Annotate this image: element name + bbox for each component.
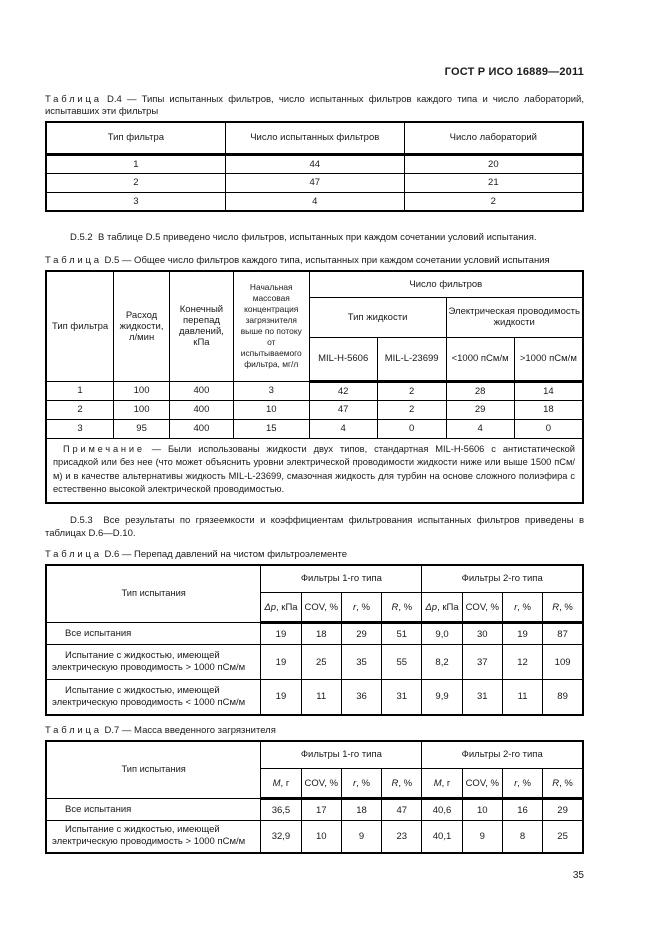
cell: 31: [382, 680, 422, 715]
cell: 18: [301, 623, 341, 645]
cell: 4: [309, 419, 377, 438]
note-label: Примечание: [63, 443, 145, 454]
col-header-mil-h-5606: MIL-H-5606: [309, 337, 377, 381]
note-text: — Были использованы жидкости двух типов, стандартная MIL-H-5606 с антистатической присадкой или без нее (что может объяснить уровни электрической проводимости жидкости ниже или выше 1500 пСм/м) и в качестве альтернативы жидкость MIL-L-23699, смазочная жидкость для турбин на основе сложного полиэфира с естественно высокой электрической проводимостью.: [53, 443, 575, 494]
cell: 100: [114, 400, 170, 419]
cell: 32,9: [261, 821, 301, 853]
cell: 47: [225, 173, 404, 192]
cell: 87: [543, 623, 583, 645]
cell: 400: [170, 400, 234, 419]
col-header-initial-concentration: Начальная массовая концентрация загрязнителя выше по потоку от испытываемого фильтра, мг/л: [233, 271, 309, 381]
cell: 40,6: [422, 799, 462, 821]
row-label: Испытание с жидкостью, имеющей электрическую проводимость < 1000 пСм/м: [46, 680, 261, 715]
cell: 47: [309, 400, 377, 419]
table-row: [46, 645, 583, 680]
cell: 8,2: [422, 645, 462, 680]
cell: 2: [404, 192, 583, 211]
table-row: [46, 400, 583, 419]
col-header-test-type: Тип испытания: [46, 565, 261, 623]
cell: 2: [377, 381, 446, 400]
cell: 19: [502, 623, 542, 645]
row-label: Испытание с жидкостью, имеющей электрическую проводимость > 1000 пСм/м: [46, 645, 261, 680]
cell: 23: [382, 821, 422, 853]
cell: 1: [46, 381, 114, 400]
col-header-r-1: r, %: [341, 769, 381, 799]
table-row: [46, 623, 583, 645]
cell: 18: [514, 400, 583, 419]
cell: 2: [46, 400, 114, 419]
caption-text: D.4 — Типы испытанных фильтров, число испытанных фильтров каждого типа и число лабораторий, испытавших эти фильтры: [45, 94, 584, 117]
col-header-final-pressure: Конечный перепад давлений, кПа: [170, 271, 234, 381]
group-header-filters-type2: Фильтры 2-го типа: [422, 741, 583, 769]
caption-text: D.7 — Масса введенного загрязнителя: [101, 724, 276, 736]
caption-word: Таблица: [45, 94, 102, 105]
cell: 17: [301, 799, 341, 821]
col-header-flow-rate: Расход жидкости, л/мин: [114, 271, 170, 381]
doc-reference: ГОСТ Р ИСО 16889—2011: [444, 66, 584, 78]
col-header-cov-2: COV, %: [462, 593, 502, 623]
cell: 19: [261, 680, 301, 715]
table-note-row: [46, 438, 583, 503]
cell: 1: [46, 154, 225, 173]
cell: 4: [225, 192, 404, 211]
cell: 51: [382, 623, 422, 645]
document-page: [45, 0, 584, 881]
cell: 40,1: [422, 821, 462, 853]
table-row: [46, 680, 583, 715]
cell: 9,9: [422, 680, 462, 715]
cell: 10: [233, 400, 309, 419]
cell: 400: [170, 419, 234, 438]
caption-word: Таблица: [45, 255, 102, 266]
row-label: Испытание с жидкостью, имеющей электрическую проводимость > 1000 пСм/м: [46, 821, 261, 853]
col-header-lab-count: Число лабораторий: [404, 122, 583, 154]
cell: 36: [341, 680, 381, 715]
caption-word: Таблица: [45, 724, 102, 736]
group-header-conductivity: Электрическая проводимость жидкости: [446, 297, 583, 337]
table-row: [46, 821, 583, 853]
table-d4-caption: [45, 94, 584, 118]
col-header-mil-l-23699: MIL-L-23699: [377, 337, 446, 381]
col-header-conductivity-low: <1000 пСм/м: [446, 337, 514, 381]
cell: 4: [446, 419, 514, 438]
row-label: Все испытания: [46, 799, 261, 821]
table-d6-caption: [45, 549, 584, 561]
cell: 20: [404, 154, 583, 173]
cell: 400: [170, 381, 234, 400]
table-d4-header-row: [46, 122, 583, 154]
col-header-R-1: R, %: [382, 769, 422, 799]
cell: 25: [301, 645, 341, 680]
table-row: [46, 173, 583, 192]
col-header-R-1: R, %: [382, 593, 422, 623]
group-header-fluid-type: Тип жидкости: [309, 297, 446, 337]
col-header-M-1: M, г: [261, 769, 301, 799]
col-header-M-2: M, г: [422, 769, 462, 799]
cell: 21: [404, 173, 583, 192]
table-row: [46, 381, 583, 400]
col-header-dp-1: Δp, кПа: [261, 593, 301, 623]
cell: 36,5: [261, 799, 301, 821]
cell: 35: [341, 645, 381, 680]
cell: 2: [46, 173, 225, 192]
col-header-cov-2: COV, %: [462, 769, 502, 799]
caption-text: D.5 — Общее число фильтров каждого типа, испытанных при каждом сочетании условий испытания: [101, 255, 550, 266]
cell: 109: [543, 645, 583, 680]
cell: 44: [225, 154, 404, 173]
caption-text: D.6 — Перепад давлений на чистом фильтроэлементе: [101, 548, 348, 560]
cell: 42: [309, 381, 377, 400]
table-row: [46, 419, 583, 438]
cell: 9: [341, 821, 381, 853]
col-header-dp-2: Δp, кПа: [422, 593, 462, 623]
cell: 30: [462, 623, 502, 645]
col-header-cov-1: COV, %: [301, 593, 341, 623]
cell: 37: [462, 645, 502, 680]
paragraph-d53: D.5.3 Все результаты по грязеемкости и коэффициентам фильтрования испытанных фильтров приведены в таблицах D.6—D.10.: [45, 514, 584, 539]
cell: 25: [543, 821, 583, 853]
table-d6-header-row-1: [46, 565, 583, 593]
cell: 10: [462, 799, 502, 821]
cell: 29: [446, 400, 514, 419]
row-label: Все испытания: [46, 623, 261, 645]
table-d7-caption: [45, 725, 584, 737]
group-header-filters-type1: Фильтры 1-го типа: [261, 565, 422, 593]
table-d7-header-row-1: [46, 741, 583, 769]
table-d4: [45, 121, 584, 212]
cell: 19: [261, 645, 301, 680]
cell: 3: [233, 381, 309, 400]
cell: 28: [446, 381, 514, 400]
paragraph-d52: D.5.2 В таблице D.5 приведено число фильтров, испытанных при каждом сочетании условий испытания.: [70, 232, 537, 243]
col-header-filter-type: Тип фильтра: [46, 271, 114, 381]
col-header-filter-type: Тип фильтра: [46, 122, 225, 154]
table-d5-note: [46, 438, 583, 503]
caption-word: Таблица: [45, 548, 102, 560]
cell: 0: [514, 419, 583, 438]
table-row: [46, 799, 583, 821]
table-d5-caption: [45, 255, 584, 267]
cell: 9: [462, 821, 502, 853]
table-d5: [45, 270, 584, 504]
col-header-R-2: R, %: [543, 769, 583, 799]
cell: 19: [261, 623, 301, 645]
table-row: [46, 154, 583, 173]
col-header-conductivity-high: >1000 пСм/м: [514, 337, 583, 381]
col-header-test-type: Тип испытания: [46, 741, 261, 799]
col-header-R-2: R, %: [543, 593, 583, 623]
cell: 18: [341, 799, 381, 821]
cell: 10: [301, 821, 341, 853]
col-header-r-2: r, %: [502, 593, 542, 623]
cell: 14: [514, 381, 583, 400]
cell: 15: [233, 419, 309, 438]
cell: 29: [543, 799, 583, 821]
col-header-r-2: r, %: [502, 769, 542, 799]
cell: 8: [502, 821, 542, 853]
cell: 3: [46, 419, 114, 438]
table-d6: [45, 564, 584, 716]
table-row: [46, 192, 583, 211]
cell: 11: [502, 680, 542, 715]
cell: 47: [382, 799, 422, 821]
table-d7: [45, 740, 584, 854]
cell: 89: [543, 680, 583, 715]
cell: 95: [114, 419, 170, 438]
cell: 31: [462, 680, 502, 715]
group-header-filters-type2: Фильтры 2-го типа: [422, 565, 583, 593]
col-header-r-1: r, %: [341, 593, 381, 623]
page-number: 35: [572, 869, 584, 881]
cell: 100: [114, 381, 170, 400]
cell: 3: [46, 192, 225, 211]
cell: 11: [301, 680, 341, 715]
cell: 0: [377, 419, 446, 438]
cell: 12: [502, 645, 542, 680]
col-header-tested-count: Число испытанных фильтров: [225, 122, 404, 154]
cell: 16: [502, 799, 542, 821]
cell: 2: [377, 400, 446, 419]
cell: 55: [382, 645, 422, 680]
group-header-filters-type1: Фильтры 1-го типа: [261, 741, 422, 769]
cell: 29: [341, 623, 381, 645]
group-header-filter-count: Число фильтров: [309, 271, 583, 297]
col-header-cov-1: COV, %: [301, 769, 341, 799]
table-d5-header-row-1: [46, 271, 583, 297]
cell: 9,0: [422, 623, 462, 645]
